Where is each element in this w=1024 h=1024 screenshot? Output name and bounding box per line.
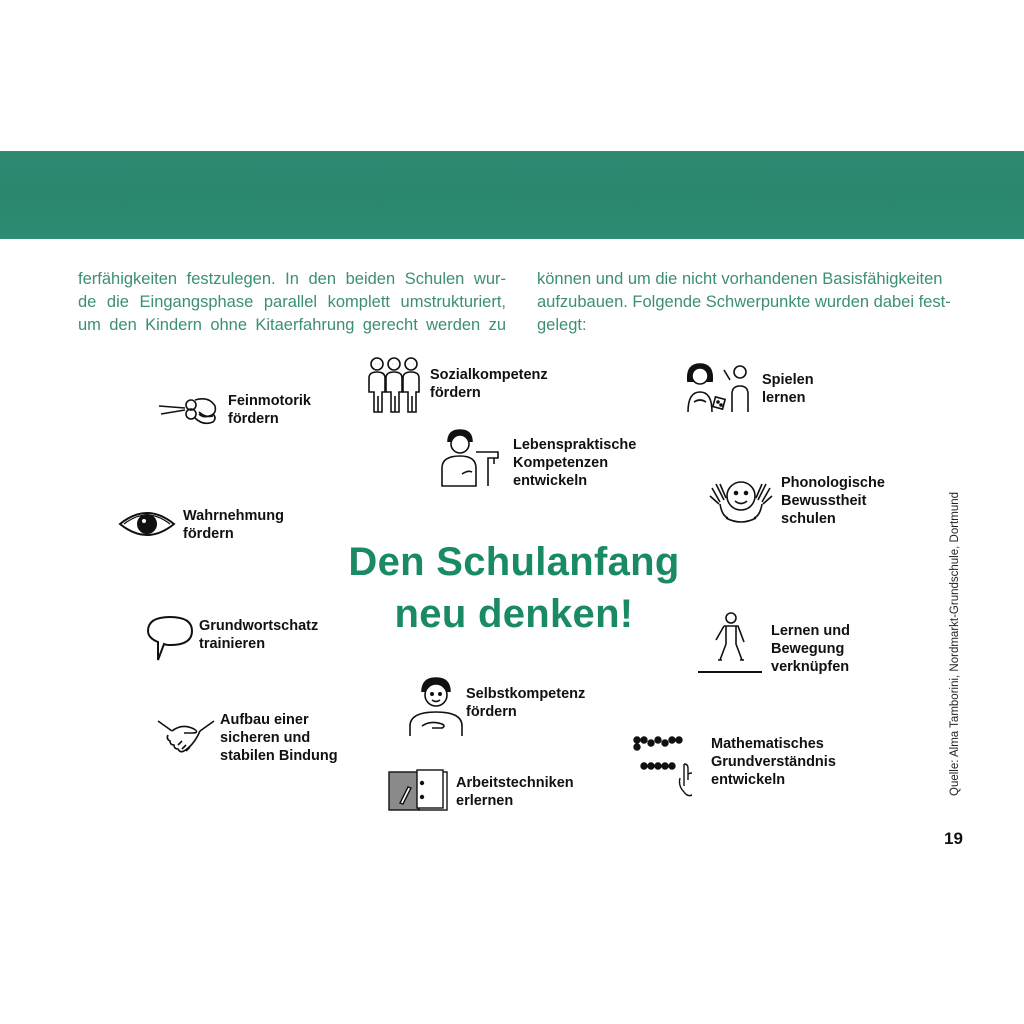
- body-text-line: de die Eingangsphase parallel komplett umstrukturiert,: [78, 293, 506, 311]
- headline-line: neu denken!: [394, 592, 634, 636]
- face-clapping-hands-icon: [708, 474, 774, 524]
- header-band: [0, 151, 1024, 239]
- person-at-tap-icon: [440, 428, 502, 488]
- speech-bubble-icon: [146, 614, 196, 664]
- children-playing-icon: [684, 360, 750, 414]
- body-text-line: aufzubauen. Folgende Schwerpunkte wurden dabei fest-: [537, 293, 951, 311]
- body-text-line: können und um die nicht vorhandenen Basisfähigkeiten: [537, 270, 943, 288]
- body-text-line: gelegt:: [537, 316, 587, 334]
- body-text-line: ferfähigkeiten festzulegen. In den beiden Schulen wur-: [78, 270, 506, 288]
- item-label: Spielen lernen: [762, 372, 814, 406]
- source-credit: Quelle: Alma Tamborini, Nordmarkt-Grundschule, Dortmund: [949, 491, 961, 796]
- person-jumping-icon: [698, 612, 764, 674]
- group-of-people-icon: [366, 356, 422, 414]
- item-label: Lernen und Bewegung verknüpfen: [771, 623, 850, 675]
- item-label: Aufbau einer sicheren und stabilen Bindung: [220, 712, 338, 764]
- item-label: Selbstkompetenz fördern: [466, 686, 586, 720]
- item-label: Mathematisches Grundverständnis entwickeln: [711, 736, 836, 788]
- page-number: 19: [944, 829, 963, 848]
- item-label: Lebenspraktische Kompetenzen entwickeln: [513, 437, 637, 489]
- headline-line: Den Schulanfang: [348, 540, 680, 584]
- person-hand-on-chest-icon: [408, 676, 464, 738]
- item-label: Arbeitstechniken erlernen: [456, 775, 574, 809]
- scissors-hands-icon: [155, 392, 219, 432]
- item-label: Feinmotorik fördern: [228, 393, 311, 427]
- item-label: Wahrnehmung fördern: [183, 508, 284, 542]
- item-label: Phonologische Bewusstheit schulen: [781, 475, 885, 527]
- body-text-left-column: [78, 268, 506, 337]
- dots-pointing-finger-icon: [632, 734, 692, 802]
- folder-pencil-icon: [388, 769, 450, 811]
- item-label: Grundwortschatz trainieren: [199, 618, 319, 652]
- handshake-icon: [156, 711, 216, 761]
- headline: [300, 536, 728, 640]
- eye-icon: [118, 506, 176, 542]
- item-label: Sozialkompetenz fördern: [430, 367, 548, 401]
- body-text-right-column: [537, 268, 966, 337]
- body-text-line: um den Kindern ohne Kitaerfahrung gerecht werden zu: [78, 316, 506, 334]
